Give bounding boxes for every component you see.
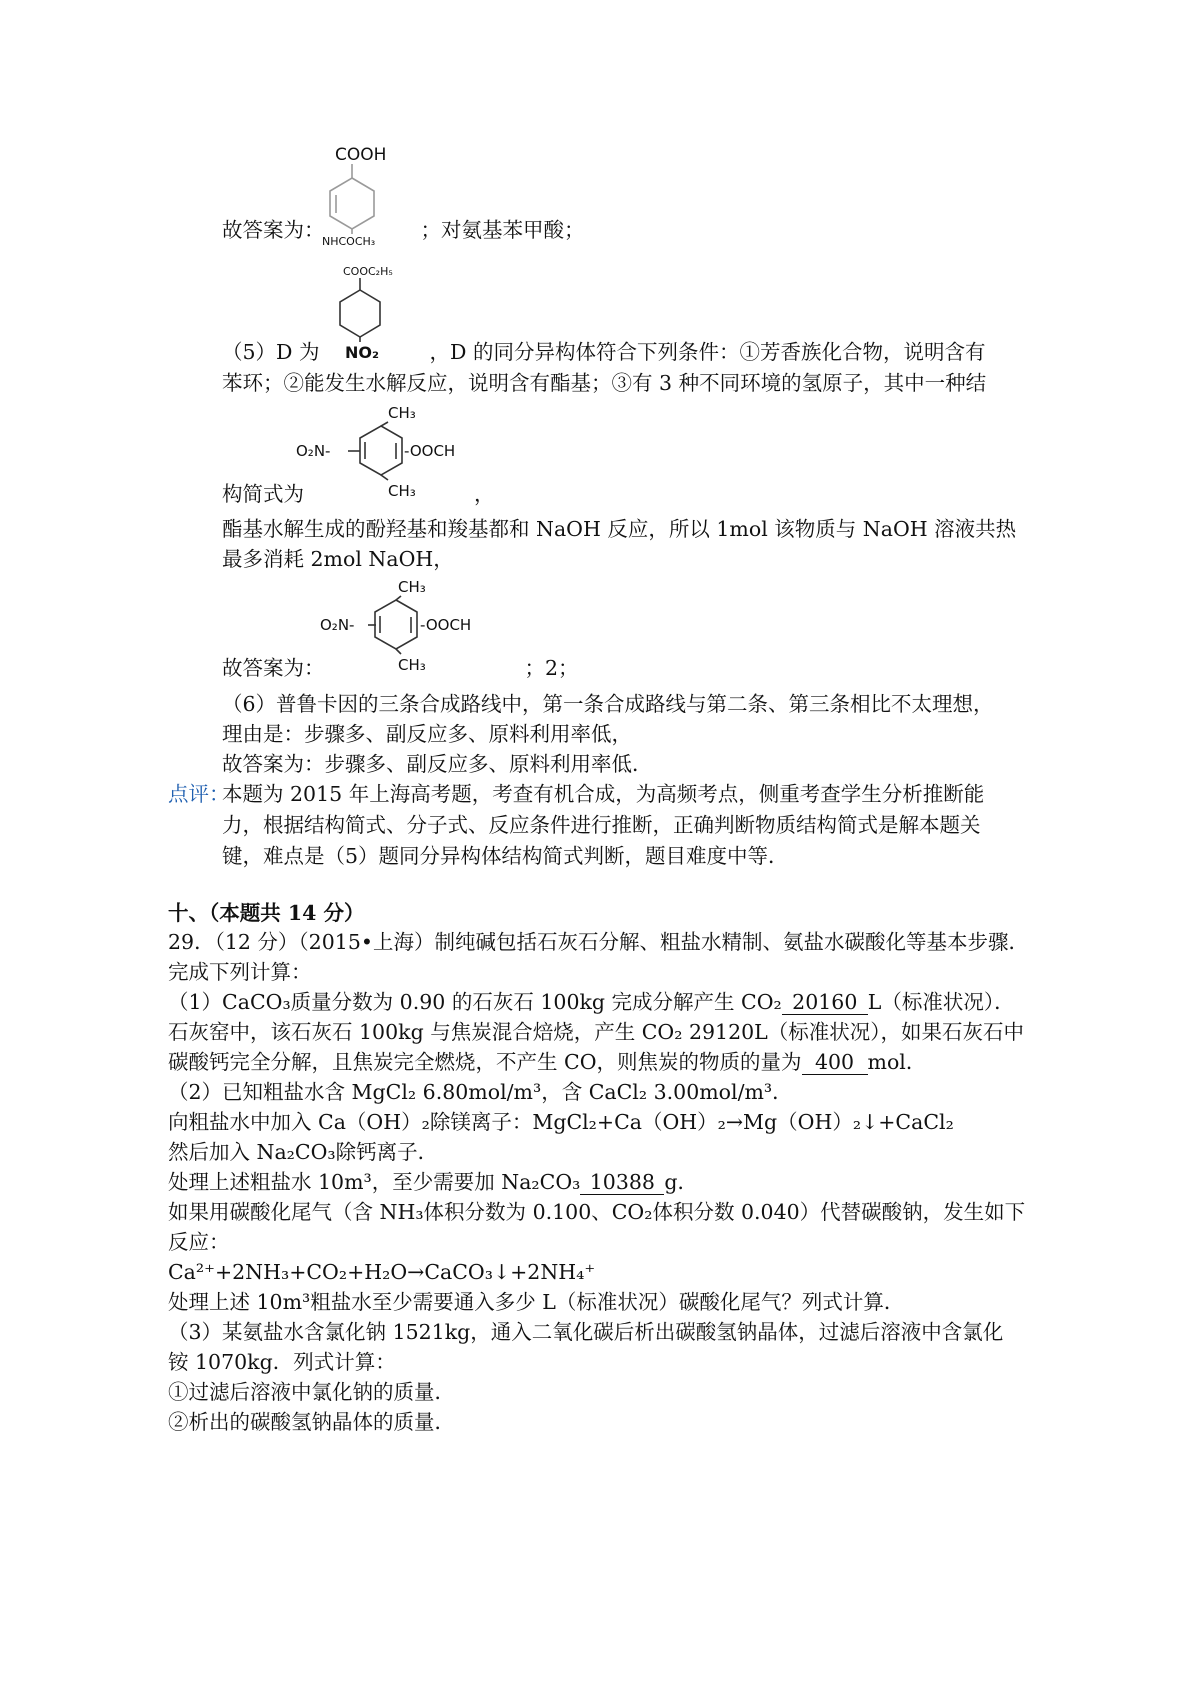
para-6-line-1: （6）普鲁卡因的三条合成路线中，第一条合成路线与第二条、第三条相比不太理想， — [222, 692, 994, 716]
formula-ch3-bottom: CH₃ — [398, 656, 426, 674]
q29-part2-line6: 反应： — [168, 1230, 230, 1254]
q29-part2-line2: 向粗盐水中加入 Ca（OH）₂除镁离子：MgCl₂+Ca（OH）₂→Mg（OH）₂↓+CaCl₂ — [168, 1110, 954, 1134]
answer-blank-1: 20160 — [782, 990, 868, 1015]
formula-no2: NO₂ — [345, 343, 379, 362]
q29-part2-line3: 然后加入 Na₂CO₃除钙离子． — [168, 1140, 439, 1164]
comment-line-2: 力，根据结构简式、分子式、反应条件进行推断，正确判断物质结构简式是解本题关 — [222, 813, 981, 837]
para-6-line-3: 故答案为：步骤多、副反应多、原料利用率低． — [222, 752, 653, 776]
answer-blank-3: 10388 — [580, 1170, 664, 1195]
q29-part3-line4: ②析出的碳酸氢钠晶体的质量． — [168, 1410, 455, 1434]
q29-equation: Ca²⁺+2NH₃+CO₂+H₂O→CaCO₃↓+2NH₄⁺ — [168, 1260, 596, 1284]
q29-part2-line5: 如果用碳酸化尾气（含 NH₃体积分数为 0.100、CO₂体积分数 0.040）代替碳酸钠，发生如下 — [168, 1200, 1026, 1224]
comment-line-1: 本题为 2015 年上海高考题，考查有机合成，为高频考点，侧重考查学生分析推断能 — [222, 782, 985, 806]
q29-part2-line1: （2）已知粗盐水含 MgCl₂ 6.80mol/m³，含 CaCl₂ 3.00mol/m³． — [168, 1080, 793, 1104]
q29-part2-line4: 处理上述粗盐水 10m³，至少需要加 Na₂CO₃ 10388 g． — [168, 1170, 698, 1194]
para-5-line-2: 苯环；②能发生水解反应，说明含有酯基；③有 3 种不同环境的氢原子，其中一种结 — [222, 371, 987, 395]
formula-ch3-top: CH₃ — [388, 404, 416, 422]
answer-line-2: 故答案为： ；2； — [222, 656, 579, 680]
para-5-line-4: 酯基水解生成的酚羟基和羧基都和 NaOH 反应，所以 1mol 该物质与 NaOH 溶液共热 — [222, 517, 1017, 541]
q29-part3-line2: 铵 1070kg．列式计算： — [168, 1350, 396, 1374]
q29-stem-1: 29．（12 分）（2015•上海）制纯碱包括石灰石分解、粗盐水精制、氨盐水碳酸化等基本步骤． — [168, 930, 1029, 954]
q29-part1-line3: 碳酸钙完全分解，且焦炭完全燃烧，不产生 CO，则焦炭的物质的量为 400 mol． — [168, 1050, 927, 1074]
section-heading: 十、（本题共 14 分） — [168, 901, 365, 925]
formula-cooh: COOH — [335, 145, 387, 165]
formula-cooc2h5: COOC₂H₅ — [343, 265, 393, 278]
comment-line-3: 键，难点是（5）题同分异构体结构简式判断，题目难度中等． — [222, 844, 789, 868]
q29-stem-2: 完成下列计算： — [168, 960, 312, 984]
answer-blank-2: 400 — [802, 1050, 868, 1075]
formula-o2n: O₂N- — [320, 616, 355, 634]
formula-ch3-bottom: CH₃ — [388, 482, 416, 500]
formula-ch3-top: CH₃ — [398, 578, 426, 596]
q29-part2-line7: 处理上述 10m³粗盐水至少需要通入多少 L（标准状况）碳酸化尾气？列式计算． — [168, 1290, 905, 1314]
para-6-line-2: 理由是：步骤多、副反应多、原料利用率低， — [222, 722, 632, 746]
answer-line-1: 故答案为： ；对氨基苯甲酸； — [222, 218, 585, 242]
q29-part3-line1: （3）某氨盐水含氯化钠 1521kg，通入二氧化碳后析出碳酸氢钠晶体，过滤后溶液中含氯化 — [168, 1320, 1004, 1344]
q29-part3-line3: ①过滤后溶液中氯化钠的质量． — [168, 1380, 455, 1404]
para-5-line-1: （5）D 为 ，D 的同分异构体符合下列条件：①芳香族化合物，说明含有 — [222, 340, 986, 364]
formula-o2n: O₂N- — [296, 442, 331, 460]
para-5-line-3: 构简式为 ， — [222, 482, 495, 506]
q29-part1-line2: 石灰窑中，该石灰石 100kg 与焦炭混合焙烧，产生 CO₂ 29120L（标准状况），如果石灰石中 — [168, 1020, 1025, 1044]
formula-oocH: -OOCH — [404, 442, 456, 460]
para-5-line-5: 最多消耗 2mol NaOH， — [222, 547, 454, 571]
formula-oocH: -OOCH — [420, 616, 472, 634]
q29-part1-line1: （1）CaCO₃质量分数为 0.90 的石灰石 100kg 完成分解产生 CO₂ 20160 L（标准状况）． — [168, 990, 1015, 1014]
comment-label: 点评： — [168, 782, 230, 806]
formula-nhcoch3: NHCOCH₃ — [322, 235, 376, 248]
